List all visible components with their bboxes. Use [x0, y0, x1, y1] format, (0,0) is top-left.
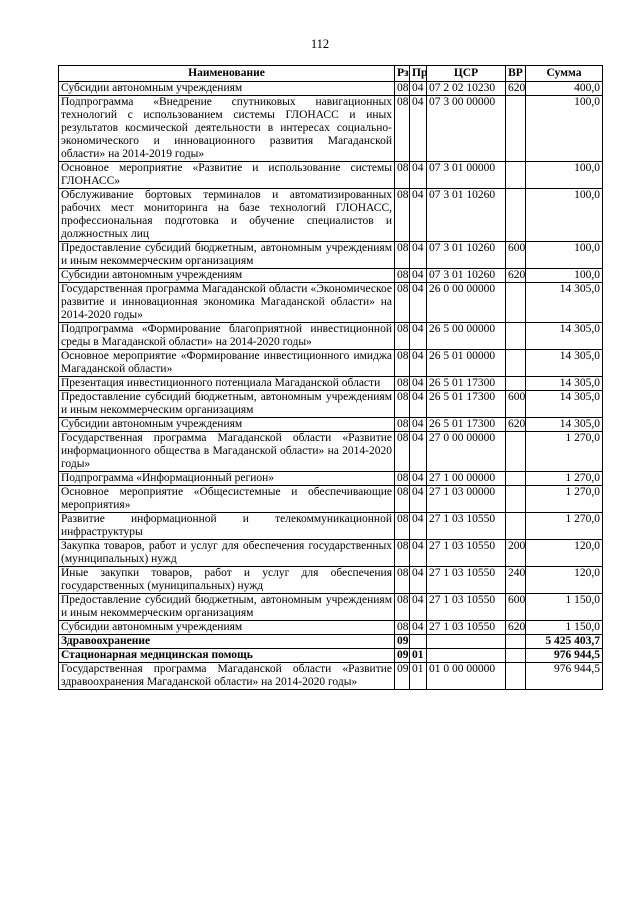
cell-name: Иные закупки товаров, работ и услуг для обеспечения государственных (муниципальных) нужд — [59, 567, 395, 594]
cell-csr: 07 2 02 10230 — [427, 82, 506, 96]
cell-name: Субсидии автономным учреждениям — [59, 418, 395, 432]
cell-vr: 600 — [506, 242, 526, 269]
cell-sum: 100,0 — [526, 189, 603, 242]
cell-vr — [506, 486, 526, 513]
cell-sum: 100,0 — [526, 242, 603, 269]
cell-rz: 08 — [395, 621, 410, 635]
cell-pr: 01 — [410, 649, 427, 663]
cell-rz: 08 — [395, 432, 410, 472]
cell-rz: 08 — [395, 540, 410, 567]
cell-rz: 08 — [395, 350, 410, 377]
cell-csr: 26 5 01 17300 — [427, 391, 506, 418]
cell-name: Предоставление субсидий бюджетным, автономным учреждениям и иным некоммерческим организациям — [59, 391, 395, 418]
cell-csr: 26 5 01 17300 — [427, 418, 506, 432]
cell-csr: 07 3 01 10260 — [427, 269, 506, 283]
cell-vr: 600 — [506, 594, 526, 621]
cell-vr — [506, 189, 526, 242]
cell-csr: 07 3 01 00000 — [427, 162, 506, 189]
cell-vr: 620 — [506, 418, 526, 432]
table-row — [59, 391, 603, 418]
cell-csr: 27 1 03 10550 — [427, 567, 506, 594]
table-row — [59, 432, 603, 472]
table-row — [59, 269, 603, 283]
table-row — [59, 594, 603, 621]
table-row — [59, 283, 603, 323]
cell-sum: 1 150,0 — [526, 621, 603, 635]
cell-sum: 5 425 403,7 — [526, 635, 603, 649]
table-row — [59, 486, 603, 513]
table-row — [59, 663, 603, 690]
table-row — [59, 621, 603, 635]
header-rz: Рз — [395, 66, 410, 82]
cell-pr: 04 — [410, 513, 427, 540]
cell-rz: 08 — [395, 567, 410, 594]
cell-rz: 08 — [395, 594, 410, 621]
cell-rz: 08 — [395, 418, 410, 432]
table-row — [59, 649, 603, 663]
cell-rz: 09 — [395, 663, 410, 690]
cell-name: Основное мероприятие «Формирование инвестиционного имиджа Магаданской области» — [59, 350, 395, 377]
table-row — [59, 350, 603, 377]
table-row — [59, 162, 603, 189]
cell-sum: 14 305,0 — [526, 377, 603, 391]
cell-vr: 600 — [506, 391, 526, 418]
cell-name: Государственная программа Магаданской области «Развитие здравоохранения Магаданской области» на 2014-2020 годы» — [59, 663, 395, 690]
cell-sum: 1 270,0 — [526, 472, 603, 486]
cell-sum: 120,0 — [526, 540, 603, 567]
cell-name: Предоставление субсидий бюджетным, автономным учреждениям и иным некоммерческим организациям — [59, 594, 395, 621]
cell-pr: 01 — [410, 663, 427, 690]
cell-sum: 14 305,0 — [526, 418, 603, 432]
cell-rz: 08 — [395, 162, 410, 189]
cell-vr: 620 — [506, 621, 526, 635]
cell-pr: 04 — [410, 82, 427, 96]
cell-pr: 04 — [410, 96, 427, 162]
cell-pr: 04 — [410, 486, 427, 513]
cell-vr — [506, 472, 526, 486]
header-name: Наименование — [59, 66, 395, 82]
cell-csr: 27 1 00 00000 — [427, 472, 506, 486]
cell-vr — [506, 432, 526, 472]
cell-sum: 1 150,0 — [526, 594, 603, 621]
cell-pr: 04 — [410, 162, 427, 189]
cell-name: Предоставление субсидий бюджетным, автономным учреждениям и иным некоммерческим организациям — [59, 242, 395, 269]
cell-name: Подпрограмма «Внедрение спутниковых навигационных технологий с использованием системы ГЛОНАСС и иных результатов космической деятельности в интересах социально-экономического и инновационного развития Магаданской области» на 2014-2019 годы» — [59, 96, 395, 162]
cell-rz: 08 — [395, 486, 410, 513]
cell-vr — [506, 350, 526, 377]
cell-name: Субсидии автономным учреждениям — [59, 82, 395, 96]
cell-csr: 26 5 01 17300 — [427, 377, 506, 391]
cell-name: Субсидии автономным учреждениям — [59, 269, 395, 283]
table-row — [59, 96, 603, 162]
cell-sum: 120,0 — [526, 567, 603, 594]
cell-vr — [506, 283, 526, 323]
cell-rz: 08 — [395, 513, 410, 540]
cell-csr: 26 0 00 00000 — [427, 283, 506, 323]
cell-vr — [506, 663, 526, 690]
cell-sum: 14 305,0 — [526, 350, 603, 377]
cell-csr: 07 3 01 10260 — [427, 189, 506, 242]
cell-sum: 976 944,5 — [526, 663, 603, 690]
table-row — [59, 82, 603, 96]
cell-csr: 07 3 01 10260 — [427, 242, 506, 269]
cell-pr: 04 — [410, 594, 427, 621]
table-row — [59, 540, 603, 567]
cell-rz: 08 — [395, 377, 410, 391]
table-row — [59, 242, 603, 269]
cell-rz: 08 — [395, 323, 410, 350]
cell-csr: 26 5 01 00000 — [427, 350, 506, 377]
cell-csr: 27 1 03 10550 — [427, 540, 506, 567]
cell-vr: 200 — [506, 540, 526, 567]
cell-sum: 400,0 — [526, 82, 603, 96]
cell-name: Стационарная медицинская помощь — [59, 649, 395, 663]
table-row — [59, 472, 603, 486]
page-number: 112 — [310, 37, 330, 51]
cell-rz: 08 — [395, 189, 410, 242]
cell-csr: 27 1 03 10550 — [427, 513, 506, 540]
budget-table — [58, 65, 603, 690]
cell-sum: 100,0 — [526, 162, 603, 189]
cell-rz: 08 — [395, 283, 410, 323]
table-row — [59, 513, 603, 540]
cell-csr: 27 1 03 00000 — [427, 486, 506, 513]
cell-sum: 14 305,0 — [526, 323, 603, 350]
cell-pr: 04 — [410, 418, 427, 432]
header-sum: Сумма — [526, 66, 603, 82]
cell-sum: 976 944,5 — [526, 649, 603, 663]
cell-rz: 09 — [395, 635, 410, 649]
cell-vr — [506, 96, 526, 162]
cell-csr: 07 3 00 00000 — [427, 96, 506, 162]
cell-vr: 240 — [506, 567, 526, 594]
cell-csr — [427, 635, 506, 649]
cell-name: Обслуживание бортовых терминалов и автоматизированных рабочих мест мониторинга на базе технологий ГЛОНАСС, профессиональная подготовка и обучение специалистов и должностных лиц — [59, 189, 395, 242]
cell-rz: 08 — [395, 242, 410, 269]
cell-sum: 14 305,0 — [526, 283, 603, 323]
cell-sum: 14 305,0 — [526, 391, 603, 418]
cell-name: Основное мероприятие «Развитие и использование системы ГЛОНАСС» — [59, 162, 395, 189]
cell-pr: 04 — [410, 350, 427, 377]
table-row — [59, 418, 603, 432]
cell-csr — [427, 649, 506, 663]
cell-vr — [506, 649, 526, 663]
cell-name: Презентация инвестиционного потенциала Магаданской области — [59, 377, 395, 391]
cell-csr: 27 0 00 00000 — [427, 432, 506, 472]
cell-rz: 08 — [395, 96, 410, 162]
cell-sum: 1 270,0 — [526, 513, 603, 540]
table-row — [59, 635, 603, 649]
cell-csr: 26 5 00 00000 — [427, 323, 506, 350]
cell-name: Подпрограмма «Формирование благоприятной инвестиционной среды в Магаданской области» на 2014-2020 годы» — [59, 323, 395, 350]
cell-pr: 04 — [410, 242, 427, 269]
cell-rz: 08 — [395, 391, 410, 418]
cell-rz: 08 — [395, 472, 410, 486]
cell-sum: 1 270,0 — [526, 432, 603, 472]
cell-sum: 100,0 — [526, 96, 603, 162]
table-header-row — [59, 66, 603, 82]
cell-name: Развитие информационной и телекоммуникационной инфраструктуры — [59, 513, 395, 540]
cell-name: Субсидии автономным учреждениям — [59, 621, 395, 635]
cell-rz: 08 — [395, 82, 410, 96]
cell-name: Основное мероприятие «Общесистемные и обеспечивающие мероприятия» — [59, 486, 395, 513]
table-row — [59, 189, 603, 242]
header-vr: ВР — [506, 66, 526, 82]
cell-pr: 04 — [410, 391, 427, 418]
cell-vr — [506, 635, 526, 649]
cell-vr — [506, 377, 526, 391]
cell-vr: 620 — [506, 269, 526, 283]
table-row — [59, 377, 603, 391]
cell-vr — [506, 513, 526, 540]
cell-name: Здравоохранение — [59, 635, 395, 649]
header-csr: ЦСР — [427, 66, 506, 82]
cell-name: Государственная программа Магаданской области «Экономическое развитие и инновационная экономика Магаданской области» на 2014-2020 годы» — [59, 283, 395, 323]
cell-vr — [506, 162, 526, 189]
cell-pr: 04 — [410, 377, 427, 391]
cell-csr: 27 1 03 10550 — [427, 594, 506, 621]
cell-pr: 04 — [410, 540, 427, 567]
table-row — [59, 567, 603, 594]
cell-name: Закупка товаров, работ и услуг для обеспечения государственных (муниципальных) нужд — [59, 540, 395, 567]
cell-pr: 04 — [410, 269, 427, 283]
cell-name: Подпрограмма «Информационный регион» — [59, 472, 395, 486]
cell-pr: 04 — [410, 621, 427, 635]
cell-pr: 04 — [410, 283, 427, 323]
cell-csr: 27 1 03 10550 — [427, 621, 506, 635]
table-row — [59, 323, 603, 350]
header-pr: Пр — [410, 66, 427, 82]
cell-rz: 09 — [395, 649, 410, 663]
cell-pr: 04 — [410, 432, 427, 472]
cell-name: Государственная программа Магаданской области «Развитие информационного общества в Магаданской области» на 2014-2020 годы» — [59, 432, 395, 472]
cell-sum: 1 270,0 — [526, 486, 603, 513]
cell-csr: 01 0 00 00000 — [427, 663, 506, 690]
cell-sum: 100,0 — [526, 269, 603, 283]
cell-vr: 620 — [506, 82, 526, 96]
cell-pr: 04 — [410, 472, 427, 486]
cell-pr — [410, 635, 427, 649]
cell-pr: 04 — [410, 567, 427, 594]
cell-pr: 04 — [410, 323, 427, 350]
cell-pr: 04 — [410, 189, 427, 242]
cell-vr — [506, 323, 526, 350]
cell-rz: 08 — [395, 269, 410, 283]
